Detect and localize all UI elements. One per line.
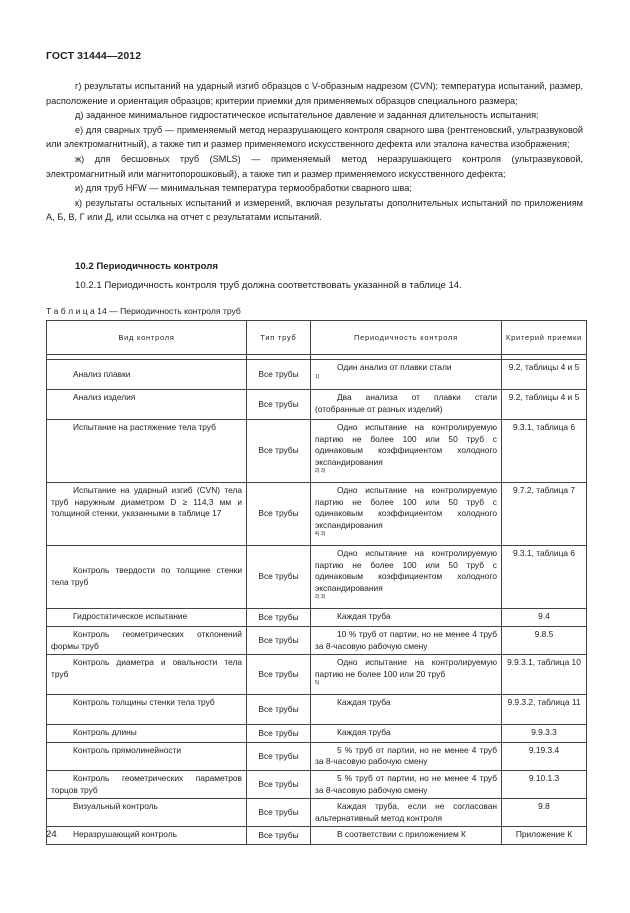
- table-row: [47, 390, 587, 420]
- cell-frequency: [311, 626, 502, 654]
- cell-kind: [47, 390, 247, 420]
- header-kind: Вид контроля: [47, 321, 247, 355]
- footnote-ref: 4) 3): [315, 531, 326, 538]
- cell-kind-text: Контроль толщины стенки тела труб: [73, 696, 215, 707]
- cell-frequency: [311, 742, 502, 770]
- table-row: [47, 626, 587, 654]
- cell-frequency-text: Каждая труба: [337, 726, 391, 737]
- cell-type: Все трубы: [247, 608, 311, 626]
- requirements-list: [46, 79, 583, 225]
- table-row: [47, 694, 587, 724]
- cell-kind-text: Контроль геометрических отклонений формы труб: [51, 628, 242, 651]
- cell-kind: [47, 694, 247, 724]
- list-item-zh: ж) для бесшовных труб (SMLS) — применяемый метод неразрушающего контроля (ультразвуковой, электромагнитный или магнитопорошковый), а также тип и размер применяемого искусственного дефекта;: [46, 153, 583, 179]
- cell-criterion: 9.2, таблицы 4 и 5: [502, 390, 587, 420]
- cell-frequency: [311, 545, 502, 608]
- cell-criterion: 9.8: [502, 799, 587, 827]
- cell-frequency-text: Одно испытание на контролируемую партию не более 100 или 50 труб с одинаковым коэффициентом холодного экспандирования: [315, 422, 497, 467]
- cell-kind-text: Контроль твердости по толщине стенки тела труб: [51, 565, 242, 587]
- cell-frequency-text: Каждая труба, если не согласован альтернативный метод контроля: [315, 801, 497, 823]
- cell-kind: [47, 827, 247, 845]
- cell-frequency: [311, 360, 502, 390]
- cell-frequency-text: Одно испытание на контролируемую партию не более 100 или 50 труб с одинаковым коэффициентом холодного экспандирования: [315, 484, 497, 530]
- cell-type: Все трубы: [247, 771, 311, 799]
- cell-type: Все трубы: [247, 724, 311, 742]
- cell-criterion: 9.8.5: [502, 626, 587, 654]
- cell-type: Все трубы: [247, 360, 311, 390]
- header-frequency: Периодичность контроля: [311, 321, 502, 355]
- cell-frequency: [311, 724, 502, 742]
- cell-kind: [47, 608, 247, 626]
- cell-frequency-text: 5 % труб от партии, но не менее 4 труб за 8-часовую рабочую смену: [315, 744, 497, 767]
- cell-type: Все трубы: [247, 799, 311, 827]
- clause-text: 10.2.1 Периодичность контроля труб должна соответствовать указанной в таблице 14.: [75, 280, 462, 291]
- cell-kind-text: Контроль диаметра и овальности тела труб: [51, 657, 242, 679]
- table-row: [47, 827, 587, 845]
- cell-type: Все трубы: [247, 482, 311, 545]
- cell-kind-text: Контроль прямолинейности: [73, 744, 182, 755]
- cell-kind-text: Визуальный контроль: [73, 801, 158, 812]
- cell-kind-text: Контроль геометрических параметров торцов труб: [51, 773, 242, 795]
- table-row: [47, 655, 587, 695]
- footnote-ref: 1): [315, 373, 320, 380]
- cell-kind-text: Неразрушающий контроль: [73, 829, 178, 840]
- section-title: 10.2 Периодичность контроля: [75, 261, 218, 272]
- inspection-frequency-table: [46, 320, 587, 845]
- cell-frequency-text: Каждая труба: [337, 610, 391, 621]
- cell-criterion: 9.3.1, таблица 6: [502, 545, 587, 608]
- table-row: [47, 360, 587, 390]
- cell-criterion: 9.7.2, таблица 7: [502, 482, 587, 545]
- cell-type: Все трубы: [247, 742, 311, 770]
- cell-frequency: [311, 390, 502, 420]
- cell-frequency: [311, 799, 502, 827]
- cell-type: Все трубы: [247, 694, 311, 724]
- cell-criterion: 9.9.3.2, таблица 11: [502, 694, 587, 724]
- table-row: [47, 608, 587, 626]
- cell-frequency-text: Каждая труба: [337, 696, 391, 707]
- cell-criterion: 9.2, таблицы 4 и 5: [502, 360, 587, 390]
- cell-kind-text: Контроль длины: [73, 726, 137, 737]
- table-row: [47, 742, 587, 770]
- cell-type: Все трубы: [247, 655, 311, 695]
- list-item-d: д) заданное минимальное гидростатическое испытательное давление и заданная длительность испытания;: [75, 110, 539, 121]
- cell-frequency: [311, 655, 502, 695]
- cell-kind: [47, 724, 247, 742]
- cell-frequency: [311, 420, 502, 483]
- cell-kind: [47, 482, 247, 545]
- cell-type: Все трубы: [247, 420, 311, 483]
- cell-type: Все трубы: [247, 390, 311, 420]
- table-row: [47, 420, 587, 483]
- cell-criterion: 9.10.1.3: [502, 771, 587, 799]
- table-row: [47, 482, 587, 545]
- cell-criterion: 9.4: [502, 608, 587, 626]
- cell-criterion: 9.3.1, таблица 6: [502, 420, 587, 483]
- page-number: 24: [46, 829, 57, 840]
- list-item-k: к) результаты остальных испытаний и измерений, включая результаты дополнительных испытаний по приложениям А, Б, В, Г или Д, или ссылка на отчет с результатами испытаний.: [46, 197, 583, 223]
- cell-frequency: [311, 694, 502, 724]
- table-row: [47, 724, 587, 742]
- cell-type: Все трубы: [247, 545, 311, 608]
- cell-kind: [47, 545, 247, 608]
- table-row: [47, 771, 587, 799]
- cell-frequency-text: 10 % труб от партии, но не менее 4 труб за 8-часовую рабочую смену: [315, 628, 497, 651]
- cell-type: Все трубы: [247, 626, 311, 654]
- cell-frequency-text: Два анализа от плавки стали (отобранные от разных изделий): [315, 392, 497, 414]
- cell-kind: [47, 360, 247, 390]
- list-item-g: г) результаты испытаний на ударный изгиб образцов с V-образным надрезом (CVN); температура испытаний, размер, расположение и ориентация образцов; критерии приемки для применяемых образцов специального размера;: [46, 81, 583, 106]
- table-caption: Т а б л и ц а 14 — Периодичность контроля труб: [46, 306, 241, 316]
- header-type: Тип труб: [247, 321, 311, 355]
- cell-criterion: 9.9.3.1, таблица 10: [502, 655, 587, 695]
- list-item-i: и) для труб HFW — минимальная температура термообработки сварного шва;: [75, 183, 412, 194]
- table-row: [47, 799, 587, 827]
- header-criterion: Критерий приемки: [502, 321, 587, 355]
- cell-kind: [47, 742, 247, 770]
- cell-kind-text: Анализ плавки: [73, 368, 131, 379]
- cell-kind: [47, 420, 247, 483]
- list-item-e: е) для сварных труб — применяемый метод неразрушающего контроля сварного шва (рентгеновский, ультразвуковой или электромагнитный), а также тип и размер применяемого искусственного дефекта или эталона качества изображения;: [46, 124, 583, 150]
- footnote-ref: 2) 3): [315, 594, 326, 601]
- cell-criterion: 9.19.3.4: [502, 742, 587, 770]
- cell-frequency: [311, 482, 502, 545]
- cell-kind: [47, 799, 247, 827]
- footnote-ref: 2) 3): [315, 468, 326, 475]
- document-header: ГОСТ 31444—2012: [46, 50, 142, 62]
- table-row: [47, 545, 587, 608]
- cell-frequency-text: Один анализ от плавки стали: [337, 362, 452, 372]
- cell-frequency: [311, 827, 502, 845]
- cell-frequency-text: В соответствии с приложением К: [337, 829, 466, 840]
- cell-frequency-text: Одно испытание на контролируемую партию не более 100 или 20 труб: [315, 657, 497, 679]
- cell-frequency: [311, 608, 502, 626]
- cell-kind-text: Испытание на ударный изгиб (CVN) тела труб наружным диаметром D ≥ 114,3 мм и толщиной стенки, указанными в таблице 17: [51, 484, 242, 519]
- cell-type: Все трубы: [247, 827, 311, 845]
- cell-kind: [47, 655, 247, 695]
- cell-kind-text: Гидростатическое испытание: [73, 610, 188, 621]
- cell-criterion: Приложение К: [502, 827, 587, 845]
- cell-kind: [47, 626, 247, 654]
- cell-frequency: [311, 771, 502, 799]
- cell-kind-text: Испытание на растяжение тела труб: [73, 422, 216, 432]
- footnote-ref: 5): [315, 680, 320, 687]
- table-header-row: [47, 321, 587, 355]
- cell-frequency-text: Одно испытание на контролируемую партию не более 100 или 50 труб с одинаковым коэффициентом холодного экспандирования: [315, 547, 497, 593]
- cell-criterion: 9.9.3.3: [502, 724, 587, 742]
- cell-frequency-text: 5 % труб от партии, но не менее 4 труб за 8-часовую рабочую смену: [315, 773, 497, 795]
- cell-kind-text: Анализ изделия: [73, 392, 136, 402]
- cell-kind: [47, 771, 247, 799]
